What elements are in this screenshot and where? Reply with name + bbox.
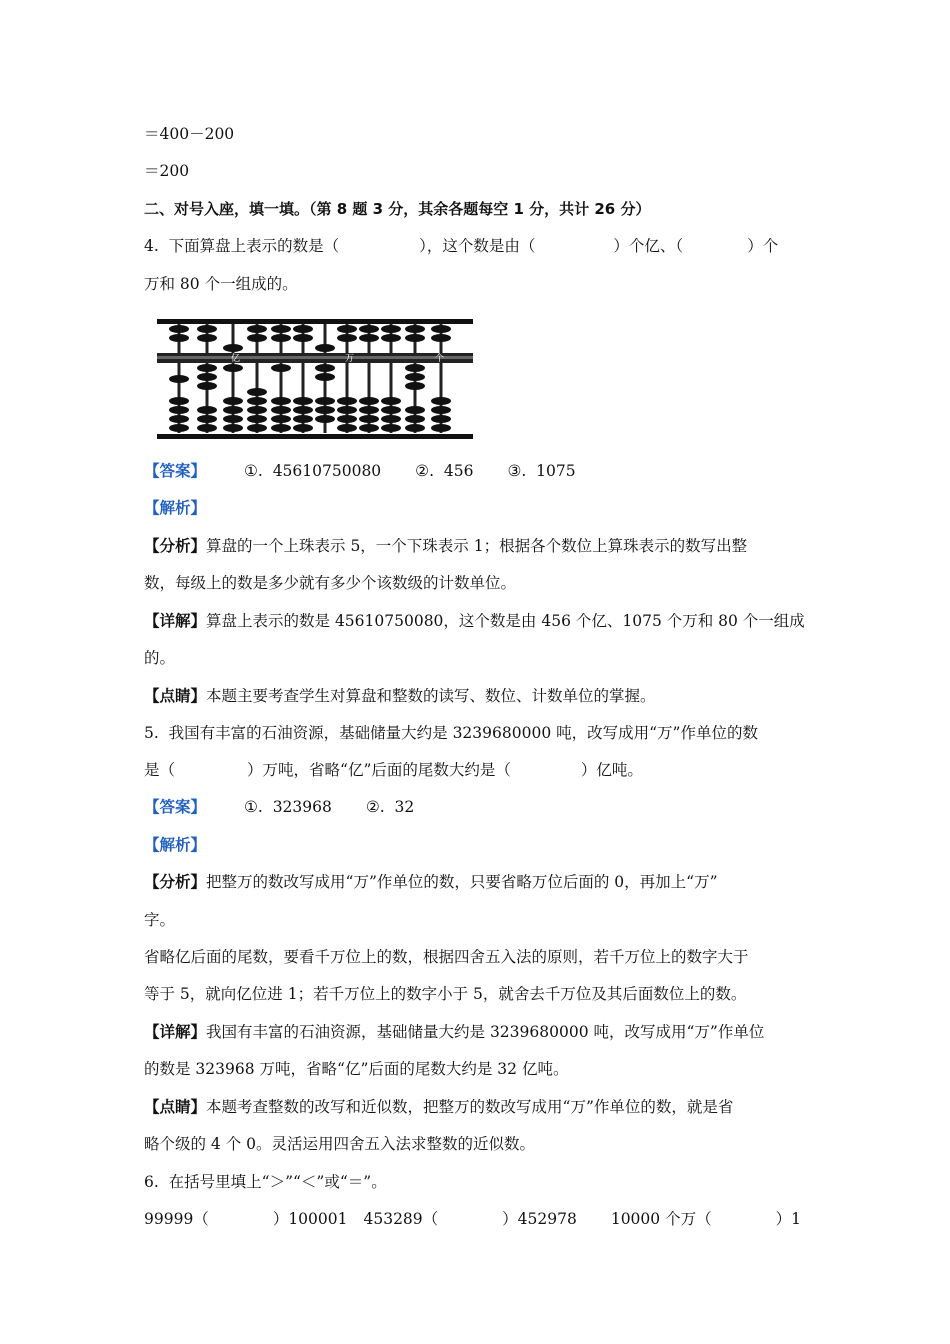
- q5-fenxi-1: 【分析】把整万的数改写成用“万”作单位的数，只要省略万位后面的 0，再加上“万”: [144, 873, 718, 891]
- abacus-figure: [157, 317, 473, 441]
- q4-xiangjie-1: 【详解】算盘上表示的数是 45610750080，这个数是由 456 个亿、1075 个万和 80 个一组成: [144, 612, 805, 630]
- abacus-label-yi: 亿: [231, 354, 241, 364]
- q5-answer-line: 【答案】 ①. 323968 ②. 32: [144, 798, 415, 816]
- abacus-lower-beads: [169, 364, 451, 432]
- abacus-bottom-frame: [157, 434, 473, 439]
- q4-line-1: 4. 下面算盘上表示的数是（ ），这个数是由（ ）个亿、（ ）个: [144, 237, 779, 255]
- q4-fenxi-1: 【分析】算盘的一个上珠表示 5，一个下珠表示 1；根据各个数位上算珠表示的数写出整: [144, 537, 748, 555]
- q4-line-2: 万和 80 个一组成的。: [144, 275, 298, 293]
- q5-line-2: 是（ ）万吨，省略“亿”后面的尾数大约是（ ）亿吨。: [144, 761, 643, 779]
- q5-xiangjie-2: 的数是 323968 万吨，省略“亿”后面的尾数大约是 32 亿吨。: [144, 1060, 569, 1078]
- answer-tag: 【答案】: [144, 798, 207, 816]
- q4-analysis-tag: 【解析】: [144, 499, 207, 517]
- q5-analysis-tag: 【解析】: [144, 836, 207, 854]
- q5-xiangjie-1: 【详解】我国有丰富的石油资源，基础储量大约是 3239680000 吨，改写成用“万”作单位: [144, 1023, 765, 1041]
- abacus-upper-beads: [169, 325, 451, 352]
- q6-items-line: 99999（ ）100001 453289（ ）452978 10000 个万（ ）1: [144, 1210, 801, 1228]
- abacus-label-ge: 个: [435, 354, 445, 364]
- q4-fenxi-2: 数，每级上的数是多少就有多少个该数级的计数单位。: [144, 574, 517, 592]
- section-2-title: 二、对号入座，填一填。（第 8 题 3 分，其余各题每空 1 分，共计 26 分）: [144, 200, 651, 218]
- abacus-top-frame: [157, 319, 473, 324]
- q6-line-1: 6. 在括号里填上“＞”“＜”或“＝”。: [144, 1173, 387, 1191]
- q5-dianjing-2: 略个级的 4 个 0。灵活运用四舍五入法求整数的近似数。: [144, 1135, 536, 1153]
- q5-fenxi-4: 等于 5，就向亿位进 1；若千万位上的数字小于 5，就舍去千万位及其后面数位上的数。: [144, 985, 747, 1003]
- q4-dianjing-1: 【点睛】本题主要考查学生对算盘和整数的读写、数位、计数单位的掌握。: [144, 687, 656, 705]
- calc-line-1: ＝400－200: [144, 125, 235, 143]
- answer-tag: 【答案】: [144, 462, 207, 480]
- q5-fenxi-2: 字。: [144, 911, 176, 929]
- q4-xiangjie-2: 的。: [144, 649, 176, 667]
- q5-line-1: 5. 我国有丰富的石油资源，基础储量大约是 3239680000 吨，改写成用“万”作单位的数: [144, 724, 758, 742]
- q5-dianjing-1: 【点睛】本题考查整数的改写和近似数，把整万的数改写成用“万”作单位的数，就是省: [144, 1098, 734, 1116]
- q4-answer-line: 【答案】 ①. 45610750080 ②. 456 ③. 1075: [144, 462, 576, 480]
- calc-line-2: ＝200: [144, 162, 190, 180]
- abacus-label-wan: 万: [345, 354, 355, 364]
- q5-fenxi-3: 省略亿后面的尾数，要看千万位上的数，根据四舍五入法的原则，若千万位上的数字大于: [144, 948, 749, 966]
